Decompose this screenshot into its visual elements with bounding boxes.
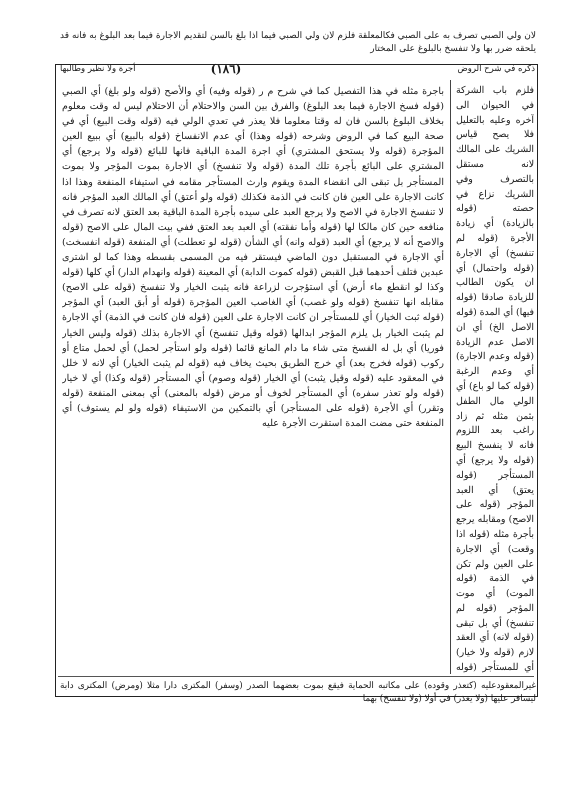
page-number: (١٨٦): [210, 62, 242, 76]
main-commentary-text: باجرة مثله في هذا التفصيل كما في شرح م ر (قوله وفيه) أي والأصح (قوله ولو بلغ) أي الصبي (قوله فسخ الاجارة فيما بعد البلوغ) والفرق بين السن والاحتلام أن الاحتلام ليس له وقت معلوم بخلاف البلوغ بالسن فان له وقتا معلوما فلا يعذر في تعدي الولي فيه (قوله وقت البيع) أي في صحة البيع كما في الروض وشرحه (قوله وهذا) أي عدم الانفساخ (قوله بالبيع) أي ببيع العين المؤجرة (قوله ولا يستحق المشتري) أي اجرة المدة الباقية فانها للبائع (قوله ولا يرجع) أي المشتري على البائع بأجرة تلك المدة (قوله ولا تنفسخ) أي الاجارة بموت المؤجر ولا بموت المستأجر بل تبقى الى انقضاء المدة ويقوم وارث المستأجر مقامه في استيفاء المنفعة وهذا اذا كانت الاجارة على العين فان كانت في الذمة فكذلك (قوله ولو أعتق) أي المالك العبد المؤجر فانه لا تنفسخ الاجارة في الاصح ولا يرجع العبد على سيده بأجرة المدة الباقية بعد العتق لانه تصرف في منافعه حين كان مالكا لها (قوله وأما نفقته) أي العبد بعد العتق ففي بيت المال على الاصح (قوله والاصح أنه لا يرجع) أي العبد (قوله وانه) أي الشأن (قوله لو تعطلت) أي المنفعة (قوله انفسخت) أي الاجارة في المستقبل دون الماضي فيستقر فيه من المسمى بقسطه وهذا كما لو اشترى عبدين فتلف أحدهما قبل القبض (قوله كموت الدابة) أي المعينة (قوله وانهدام الدار) أي كلها (قوله وكذا لو انقطع ماء أرض) أي استؤجرت لزراعة فانه يثبت الخيار ولا تنفسخ (قوله على الاصح) مقابله انها تنفسخ (قوله ولو غصب) أي الغاصب العين المؤجرة (قوله أو أبق العبد) أي المؤجر (قوله ثبت الخيار) أي للمستأجر ان كانت الاجارة على العين (قوله فان كانت في الذمة) أي الاجارة لم يثبت الخيار بل يلزم المؤجر ابدالها (قوله وقيل تنفسخ) أي الاجارة بذلك (قوله وليس الخيار فوريا) أي بل له الفسخ متى شاء ما دام المانع قائما (قوله ولو استأجر لحمل) أي لحمل متاع أو ركوب (قوله فخرج بعد) أي خرج الطريق بحيث يخاف فيه (قوله لم يثبت الخيار) أي لانه لا خلل في المعقود عليه (قوله وقيل يثبت) أي الخيار (قوله وصوم) أي المستأجر (قوله وكذا) أي لا خيار (قوله ولو تعذر سفره) أي المستأجر لخوف أو مرض (قوله بالمعنى) أي بمعنى المنفعة (قوله وتقرر) أي الأجرة (قوله على المستأجر) أي بالتمكين من الاستيفاء (قوله ولو لم يستوف) أي المنفعة حتى مضت المدة استقرت الأجرة عليه: [62, 86, 444, 430]
top-margin-note: لان ولي الصبي تصرف به على الصبي فكالمعلقة فلزم لان ولي الصبي فيما اذا بلغ بالسن لتقديم الاجارة فيما بعد البلوغ به فانه قد يلحقه ضرر بها ولا تنفسخ بالبلوغ على المختار: [60, 31, 536, 54]
header-right-text: ذكره في شرح الروض: [457, 64, 535, 74]
side-column-text: فلزم باب الشركة في الحيوان الى آخره وعليه بالتعليل فلا يصح قياس الشريك على المالك لانه مستقل بالتصرف وفي الشريك نزاع في حصته (قوله بالزيادة) أي زيادة الأجرة (قوله لم تنفسخ) أي الاجارة (قوله واحتمال) أي ان يكون الطالب للزيادة صادقا (قوله فيها) أي المدة (قوله الاصل الخ) أي ان الاصل عدم الزيادة (قوله وعدم الاجارة) أي وعدم الرغبة (قوله كما لو باع) أي الولي مال الطفل بثمن مثله ثم زاد راغب بعد اللزوم فانه لا ينفسخ البيع (قوله ولا يرجع) أي المستأجر (قوله يعتق) أي العبد المؤجر (قوله على الاصح) ومقابله يرجع بأجرة مثله (قوله اذا وقعت) أي الاجارة على العين ولم تكن في الذمة (قوله الموت) أي موت المؤجر (قوله لم تنفسخ) أي بل تبقى (قوله لانه) أي العقد لازم (قوله ولا خيار) أي للمستأجر (قوله: [456, 85, 534, 674]
header-left-text: أجرة ولا نظير وطالبها: [60, 64, 136, 74]
footer-divider: [58, 676, 534, 677]
footer-text: غيرالمعقودعليه (كتعذر وقوده) على مكاتبه الحماية فيقع بموت بعضهما الصدر (وسفر) المكترى دارا مثلا (ومرض) المكترى دابة ليسافر عليها (ولا يعذر) في أولا (ولا تنفسخ) بهما: [60, 681, 536, 704]
column-divider: [450, 80, 451, 674]
